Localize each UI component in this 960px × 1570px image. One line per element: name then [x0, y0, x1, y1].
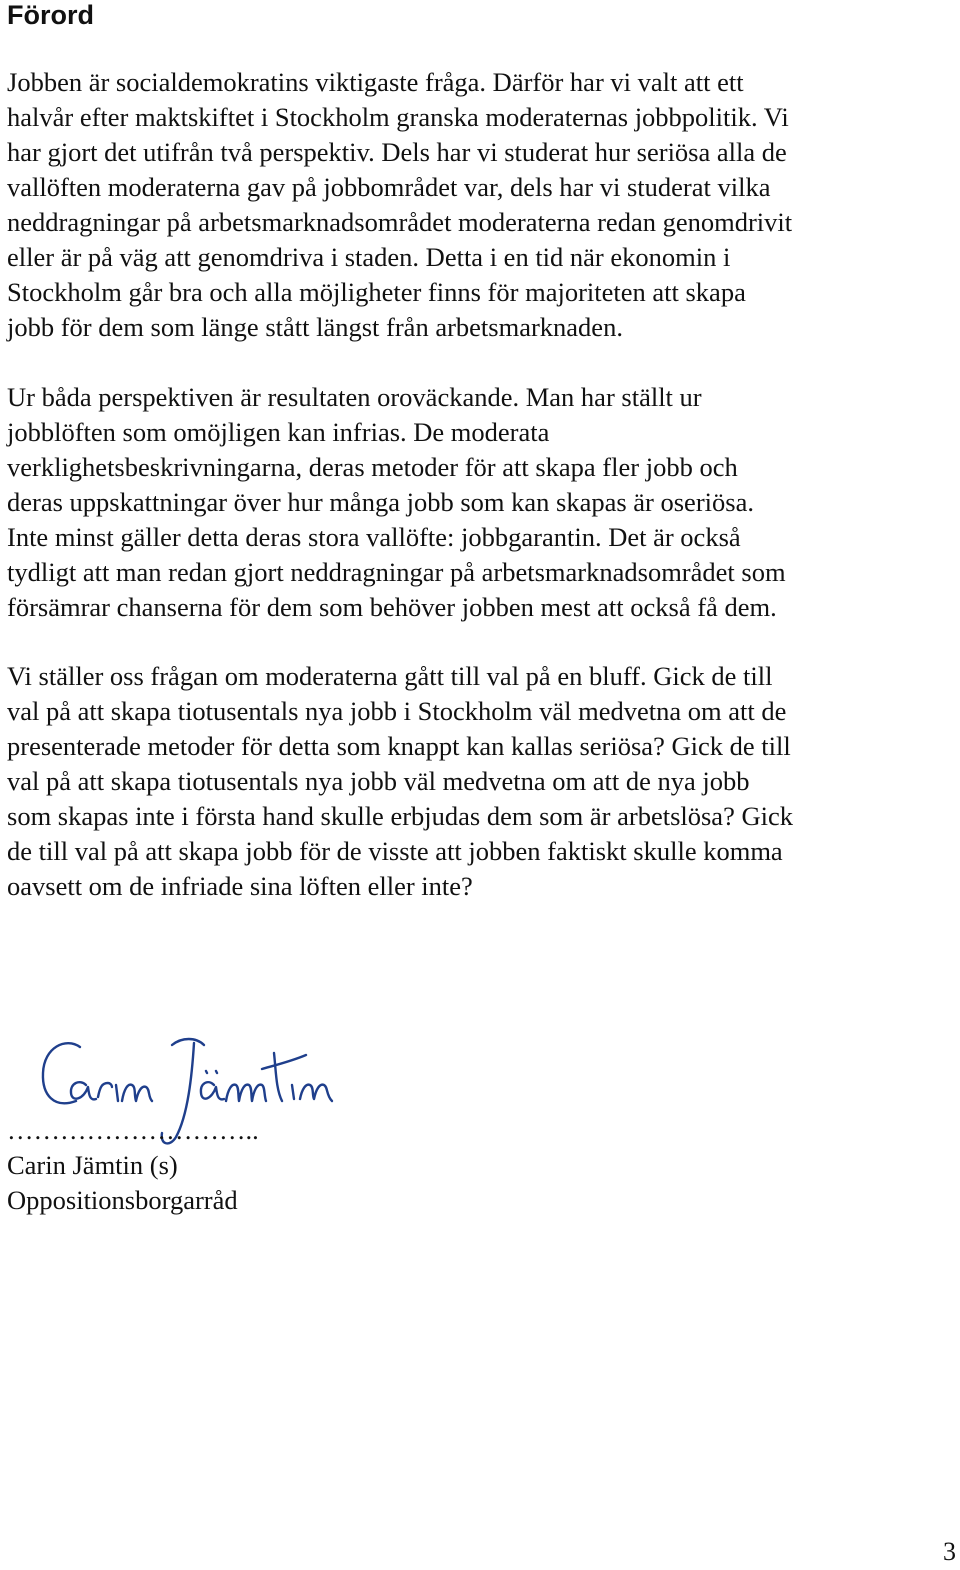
paragraph-intro	[7, 65, 792, 345]
text-line: oavsett om de infriade sina löften eller inte?	[7, 871, 473, 901]
text-line: tydligt att man redan gjort neddragningar på arbetsmarknadsområdet som	[7, 557, 786, 587]
text-line: deras uppskattningar över hur många jobb som kan skapas är oseriösa.	[7, 487, 754, 517]
signature-dotted-line: ………………………..	[7, 1115, 259, 1145]
text-line: eller är på väg att genomdriva i staden. Detta i en tid när ekonomin i	[7, 242, 731, 272]
paragraph-results	[7, 380, 786, 625]
text-line: val på att skapa tiotusentals nya jobb väl medvetna om att de nya jobb	[7, 766, 750, 796]
text-line: Vi ställer oss frågan om moderaterna gått till val på en bluff. Gick de till	[7, 661, 773, 691]
text-line: presenterade metoder för detta som knappt kan kallas seriösa? Gick de till	[7, 731, 791, 761]
text-line: halvår efter maktskiftet i Stockholm granska moderaternas jobbpolitik. Vi	[7, 102, 789, 132]
text-line: Stockholm går bra och alla möjligheter finns för majoriteten att skapa	[7, 277, 746, 307]
text-line: Ur båda perspektiven är resultaten oroväckande. Man har ställt ur	[7, 382, 702, 412]
text-line: Inte minst gäller detta deras stora vallöfte: jobbgarantin. Det är också	[7, 522, 741, 552]
signer-title: Oppositionsborgarråd	[7, 1185, 238, 1215]
text-line: verklighetsbeskrivningarna, deras metoder för att skapa fler jobb och	[7, 452, 738, 482]
signer-name: Carin Jämtin (s)	[7, 1150, 178, 1180]
text-line: vallöften moderaterna gav på jobbområdet var, dels har vi studerat vilka	[7, 172, 771, 202]
text-line: försämrar chanserna för dem som behöver jobben mest att också få dem.	[7, 592, 777, 622]
text-line: Jobben är socialdemokratins viktigaste fråga. Därför har vi valt att ett	[7, 67, 744, 97]
text-line: de till val på att skapa jobb för de visste att jobben faktiskt skulle komma	[7, 836, 783, 866]
text-line: val på att skapa tiotusentals nya jobb i Stockholm väl medvetna om att de	[7, 696, 787, 726]
text-line: jobblöften som omöjligen kan infrias. De moderata	[7, 417, 550, 447]
text-line: som skapas inte i första hand skulle erbjudas dem som är arbetslösa? Gick	[7, 801, 793, 831]
page-number: 3	[943, 1537, 956, 1566]
paragraph-question	[7, 659, 793, 904]
page-heading: Förord	[7, 0, 94, 30]
text-line: jobb för dem som länge stått längst från arbetsmarknaden.	[7, 312, 623, 342]
text-line: neddragningar på arbetsmarknadsområdet moderaterna redan genomdrivit	[7, 207, 793, 237]
text-line: har gjort det utifrån två perspektiv. Dels har vi studerat hur seriösa alla de	[7, 137, 787, 167]
